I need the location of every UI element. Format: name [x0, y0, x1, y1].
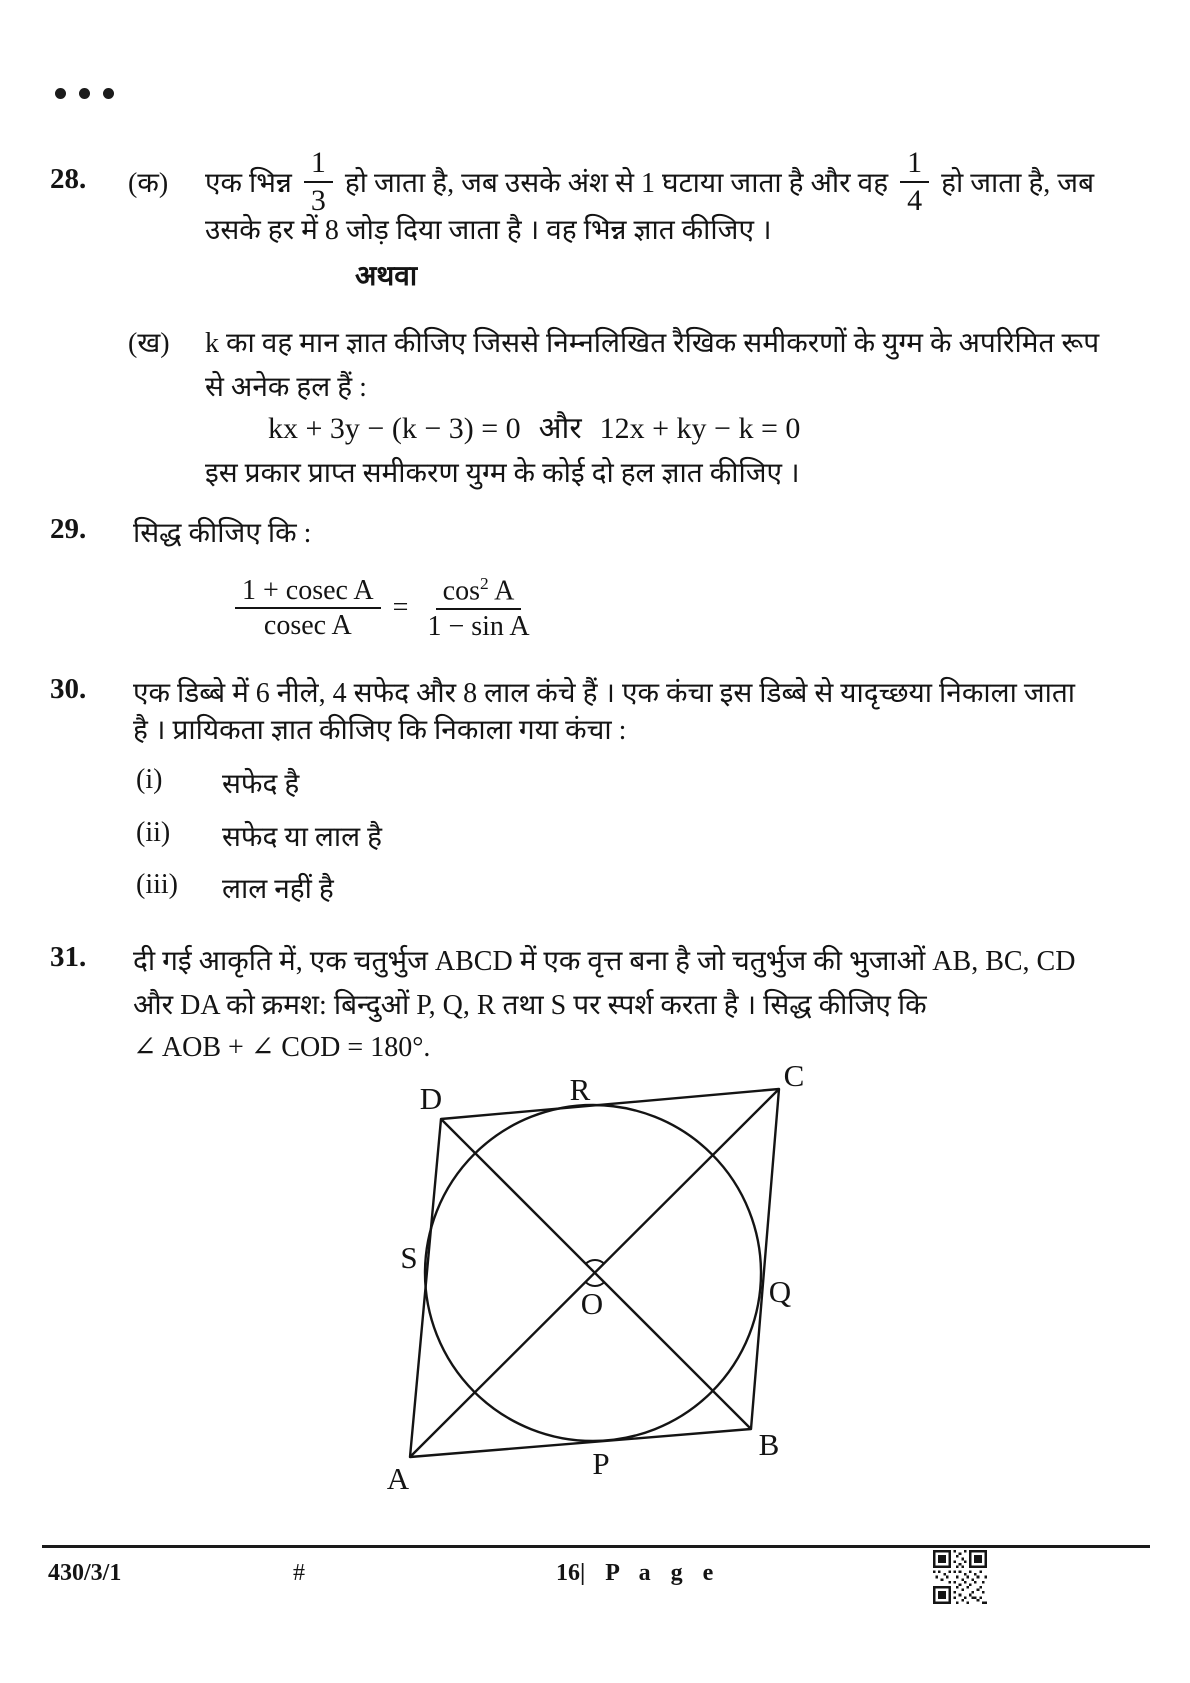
- q30-item-ii-label: (ii): [136, 817, 171, 848]
- vertex-label-D: D: [419, 1081, 443, 1116]
- fraction-one-third: [304, 146, 333, 217]
- q28b-line2: से अनेक हल हैं :: [205, 372, 367, 403]
- q29-intro: सिद्ध कीजिए कि :: [133, 518, 312, 549]
- q30-item-iii-text: लाल नहीं है: [222, 874, 334, 905]
- touchpoint-label-R: R: [569, 1072, 591, 1107]
- q28a-line2: उसके हर में 8 जोड़ दिया जाता है । वह भिन्न ज्ञात कीजिए ।: [205, 215, 772, 246]
- q28b-line1: k का वह मान ज्ञात कीजिए जिससे निम्नलिखित रैखिक समीकरणों के युग्म के अपरिमित रूप: [205, 328, 1100, 359]
- page-word: | P a g e: [580, 1560, 721, 1586]
- equation-conjunction: और: [538, 412, 582, 445]
- fraction-numerator: 1: [900, 146, 929, 183]
- angle-arc-top: [586, 1260, 604, 1264]
- q28b-line3: इस प्रकार प्राप्त समीकरण युग्म के कोई दो हल ज्ञात कीजिए ।: [205, 458, 800, 489]
- vertex-label-C: C: [783, 1058, 805, 1093]
- page-indicator: [556, 1560, 720, 1587]
- center-label-O: O: [580, 1286, 604, 1321]
- dot-icon: [103, 88, 114, 99]
- lhs-fraction: [235, 575, 381, 642]
- page-number: 16: [556, 1560, 580, 1586]
- or-heading: अथवा: [355, 261, 418, 292]
- dot-icon: [79, 88, 90, 99]
- cos-exponent: 2: [480, 573, 489, 593]
- fraction-numerator: 1: [304, 146, 333, 183]
- q30-item-ii-text: सफेद या लाल है: [222, 822, 382, 853]
- equation-left: kx + 3y − (k − 3) = 0: [268, 412, 521, 445]
- question-30-number: 30.: [50, 673, 87, 705]
- equation-right: 12x + ky − k = 0: [599, 412, 801, 445]
- touchpoint-label-P: P: [592, 1446, 610, 1481]
- footer-rule: [42, 1545, 1150, 1548]
- q30-line2: है । प्रायिकता ज्ञात कीजिए कि निकाला गया कंचा :: [133, 715, 627, 746]
- q30-item-i-label: (i): [136, 764, 163, 795]
- question-31-number: 31.: [50, 941, 87, 973]
- equals-sign: =: [392, 592, 409, 623]
- fraction-denominator: 4: [907, 184, 923, 217]
- q28b-equation: [268, 406, 800, 447]
- vertex-label-B: B: [758, 1427, 780, 1462]
- footer-separator: #: [293, 1560, 305, 1586]
- vertex-label-A: A: [386, 1461, 410, 1496]
- q28-part-b-label: (ख): [128, 328, 170, 359]
- question-29-number: 29.: [50, 513, 87, 545]
- q30-item-iii-label: (iii): [136, 869, 178, 900]
- cos-base: cos: [442, 575, 480, 607]
- cos-argument: A: [488, 575, 515, 607]
- q28a-text-mid: हो जाता है, जब उसके अंश से 1 घटाया जाता है और वह: [344, 168, 889, 199]
- q28a-text-pre: एक भिन्न: [205, 168, 292, 199]
- q29-identity-formula: [235, 560, 537, 656]
- touchpoint-label-Q: Q: [768, 1274, 792, 1309]
- lhs-denominator: cosec A: [263, 610, 352, 641]
- fraction-one-fourth: [900, 146, 929, 217]
- paper-code: 430/3/1: [48, 1560, 122, 1586]
- q30-line1: एक डिब्बे में 6 नीले, 4 सफेद और 8 लाल कंचे हैं । एक कंचा इस डिब्बे से यादृच्छया निकाला जाता: [133, 678, 1076, 709]
- diagonal-BD: [441, 1119, 751, 1429]
- q30-item-i-text: सफेद है: [222, 769, 300, 800]
- touchpoint-label-S: S: [400, 1240, 418, 1275]
- rhs-fraction: [420, 574, 536, 642]
- q28-part-a-label: (क): [128, 168, 169, 199]
- question-28-number: 28.: [50, 163, 87, 195]
- quadrilateral-incircle-figure: [320, 1048, 820, 1508]
- rhs-denominator: 1 − sin A: [427, 610, 530, 642]
- q28a-text-post: हो जाता है, जब: [941, 168, 1095, 199]
- lhs-numerator: 1 + cosec A: [235, 575, 381, 609]
- rhs-numerator: [436, 574, 522, 610]
- q31-line1: दी गई आकृति में, एक चतुर्भुज ABCD में एक वृत्त बना है जो चतुर्भुज की भुजाओं AB, BC, CD: [133, 946, 1076, 977]
- q31-line3: ∠ AOB + ∠ COD = 180°.: [133, 1032, 431, 1063]
- qr-code: [933, 1550, 987, 1604]
- dot-icon: [55, 88, 66, 99]
- q31-line2: और DA को क्रमश: बिन्दुओं P, Q, R तथा S पर स्पर्श करता है । सिद्ध कीजिए कि: [133, 990, 927, 1021]
- fraction-denominator: 3: [310, 184, 326, 217]
- page-marker-dots: [55, 88, 114, 99]
